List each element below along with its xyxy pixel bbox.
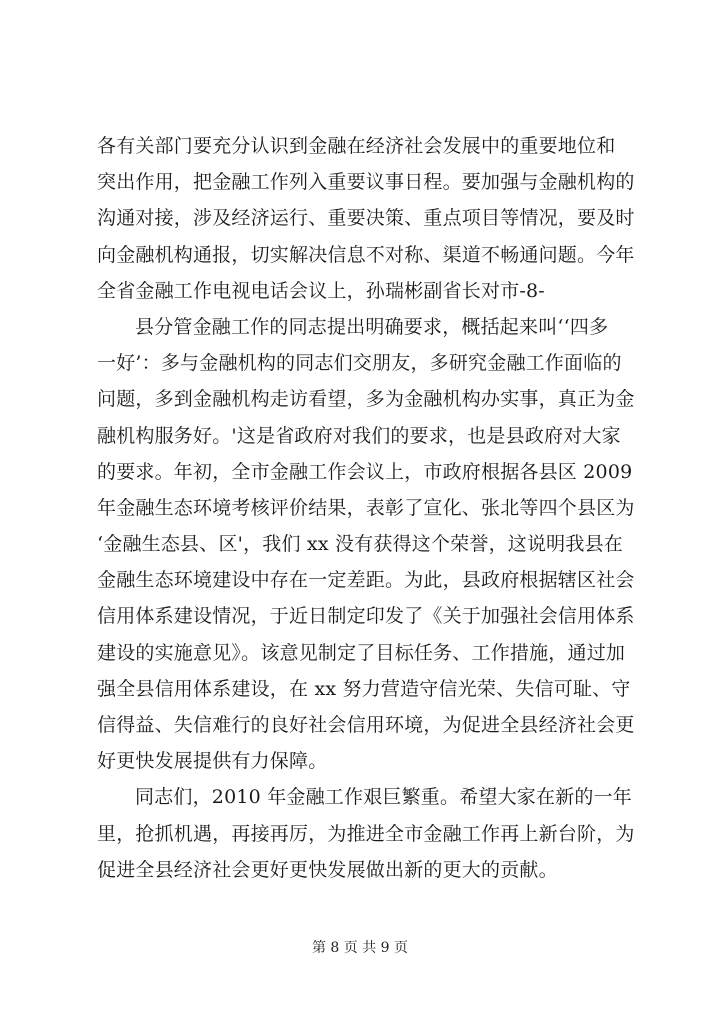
paragraph-2-line-2: 一好’：多与金融机构的同志们交朋友，多研究金融工作面临的 bbox=[97, 352, 622, 375]
paragraph-1-line-2: 突出作用，把金融工作列入重要议事日程。要加强与金融机构的 bbox=[97, 171, 635, 194]
paragraph-2-line-4: 融机构服务好。'这是省政府对我们的要求，也是县政府对大家 bbox=[97, 424, 621, 447]
paragraph-1-line-1: 各有关部门要充分认识到金融在经济社会发展中的重要地位和 bbox=[97, 135, 616, 157]
paragraph-1-line-3: 沟通对接，涉及经济运行、重要决策、重点项目等情况，要及时 bbox=[97, 207, 635, 230]
paragraph-3-line-1: 同志们，2010 年金融工作艰巨繁重。希望大家在新的一年 bbox=[135, 786, 632, 809]
paragraph-2-line-11: 强全县信用体系建设，在 xx 努力营造守信光荣、失信可耻、守 bbox=[97, 677, 631, 700]
paragraph-2-line-5: 的要求。年初，全市金融工作会议上，市政府根据各县区 2009 bbox=[97, 460, 633, 483]
paragraph-1-line-5: 全省金融工作电视电话会议上，孙瑞彬副省长对市-8- bbox=[97, 279, 545, 302]
paragraph-3-line-3: 促进全县经济社会更好更快发展做出新的更大的贡献。 bbox=[97, 858, 558, 881]
paragraph-2-line-9: 信用体系建设情况，于近日制定印发了《关于加强社会信用体系 bbox=[97, 605, 635, 628]
paragraph-2-line-7: ‘金融生态县、区'，我们 xx 没有获得这个荣誉，这说明我县在 bbox=[97, 533, 623, 556]
paragraph-2-line-13: 好更快发展提供有力保障。 bbox=[97, 750, 328, 773]
paragraph-3-line-2: 里，抢抓机遇，再接再厉，为推进全市金融工作再上新台阶，为 bbox=[97, 822, 635, 845]
paragraph-2-line-3: 问题，多到金融机构走访看望，多为金融机构办实事，真正为金 bbox=[97, 388, 635, 411]
body-text bbox=[97, 128, 637, 888]
paragraph-2-line-12: 信得益、失信难行的良好社会信用环境，为促进全县经济社会更 bbox=[97, 714, 635, 736]
paragraph-2-line-6: 年金融生态环境考核评价结果，表彰了宣化、张北等四个县区为 bbox=[97, 496, 635, 519]
paragraph-2-line-1: 县分管金融工作的同志提出明确要求，概括起来叫‘‘四多 bbox=[135, 315, 609, 338]
paragraph-2-line-8: 金融生态环境建设中存在一定差距。为此，县政府根据辖区社会 bbox=[97, 569, 635, 592]
paragraph-2-line-10: 建设的实施意见》。该意见制定了目标任务、工作措施，通过加 bbox=[97, 641, 626, 664]
paragraph-1-line-4: 向金融机构通报，切实解决信息不对称、渠道不畅通问题。今年 bbox=[97, 243, 635, 266]
page-number-footer: 第 8 页 共 9 页 bbox=[311, 940, 409, 956]
